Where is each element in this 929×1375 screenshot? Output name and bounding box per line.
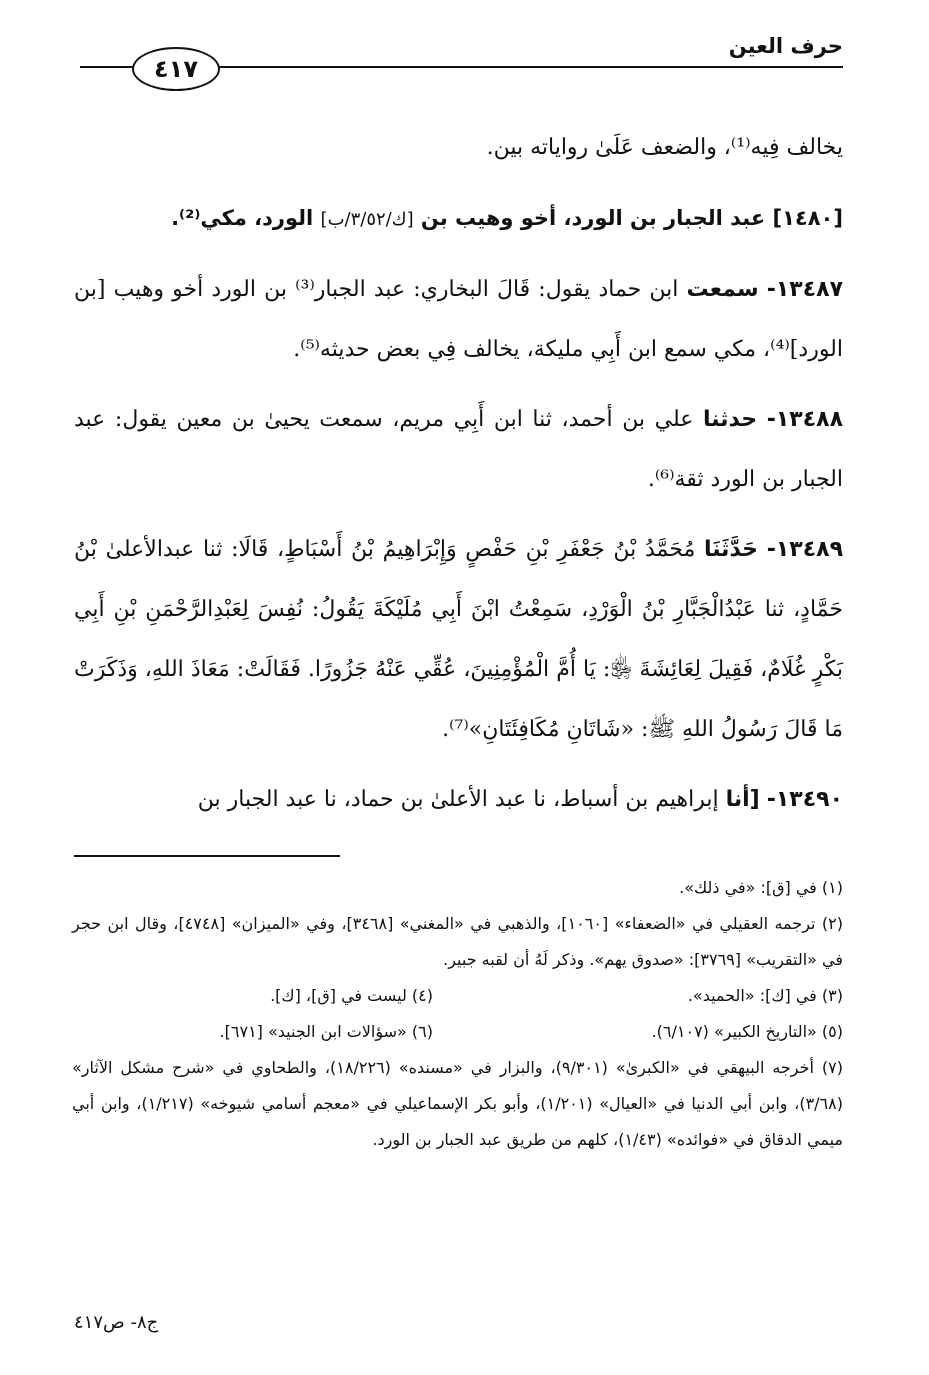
volume-page-reference: ج٨- ص٤١٧: [74, 1312, 159, 1333]
narration-text: علي بن أحمد، ثنا ابن أَبِي مريم، سمعت يحيىٰ بن معين يقول: عبد الجبار بن الورد ثقة⁽⁶⁾.: [74, 407, 843, 492]
narration-13487: [74, 260, 843, 380]
footnote-4: (٤) ليست في [ق]، [ك].: [270, 986, 433, 1005]
narration-keyword: حدثنا: [703, 407, 758, 432]
footnote-row: [72, 1014, 843, 1050]
chapter-title: حرف العين: [728, 34, 843, 58]
entry-heading: [74, 188, 843, 250]
narration-keyword: سمعت: [686, 277, 759, 302]
footnote-1: (١) في [ق]: «في ذلك».: [679, 878, 843, 897]
manuscript-ref: [ك/٣/٥٢/ب]: [320, 209, 414, 230]
footnotes: [72, 870, 843, 1158]
narration-text: مُحَمَّدُ بْنُ جَعْفَرِ بْنِ حَفْصٍ وَإِبْرَاهِيمُ بْنُ أَسْبَاطٍ، قَالَا: ثنا عبدالأعلىٰ بْنُ حَمَّادٍ، ثنا عَبْدُالْجَبَّارِ بْنُ الْوَرْدِ، سَمِعْتُ ابْنَ أَبِي مُلَيْكَةَ يَقُولُ: نُفِسَ لِعَبْدِالرَّحْمَنِ بْنِ أَبِي بَكْرٍ غُلَامٌ، فَقِيلَ لِعَائِشَةَ ﵂: يَا أُمَّ الْمُؤْمِنِينَ، عُقِّي عَنْهُ جَزُورًا. فَقَالَتْ: مَعَاذَ اللهِ، وَذَكَرَتْ مَا قَالَ رَسُولُ اللهِ ﷺ: «شَاتَانِ مُكَافِئَتَانِ»⁽⁷⁾.: [74, 537, 843, 742]
entry-number: [١٤٨٠]: [772, 206, 843, 230]
narration-number: ١٣٤٨٨-: [766, 407, 843, 432]
footnote-2: (٢) ترجمه العقيلي في «الضعفاء» [١٠٦٠]، والذهبي في «المغني» [٣٤٦٨]، وفي «الميزان» [٤٧٤٨]، وقال ابن حجر في «التقريب» [٣٧٦٩]: «صدوق يهم». وذكر لَهُ أن لقبه جبير.: [72, 914, 843, 969]
page-number-badge: ٤١٧: [132, 47, 220, 91]
footnote-3: (٣) في [ك]: «الحميد».: [687, 986, 843, 1005]
narration-number: ١٣٤٩٠-: [766, 787, 843, 812]
opening-line: يخالف فِيه⁽¹⁾، والضعف عَلَىٰ رواياته بين.: [486, 135, 843, 160]
footnote-rule: [74, 855, 340, 857]
narration-number: ١٣٤٨٧-: [766, 277, 843, 302]
main-text: [74, 118, 843, 830]
narration-13488: [74, 390, 843, 510]
footnote-row: [72, 978, 843, 1014]
footnote-7: (٧) أخرجه البيهقي في «الكبرىٰ» (٩/٣٠١)، والبزار في «مسنده» (١٨/٢٢٦)، والطحاوي في «شرح مشكل الآثار» (٣/٦٨)، وابن أبي الدنيا في «العيال» (١/٢٠١)، وأبو بكر الإسماعيلي في «معجم أسامي شيوخه» (١/٢١٧)، وابن أبي ميمي الدقاق في «فوائده» (١/٤٣)، كلهم من طريق عبد الجبار بن الورد.: [72, 1058, 843, 1149]
entry-name-end: الورد، مكي⁽²⁾.: [171, 206, 314, 230]
narration-number: ١٣٤٨٩-: [766, 537, 843, 562]
footnote-5: (٥) «التاريخ الكبير» (٦/١٠٧).: [651, 1022, 843, 1041]
narration-keyword: [أنا: [725, 787, 760, 812]
narration-13490: [74, 770, 843, 830]
footnote-6: (٦) «سؤالات ابن الجنيد» [٦٧١].: [219, 1022, 433, 1041]
narration-13489: [74, 520, 843, 760]
narration-keyword: حَدَّثَنَا: [703, 537, 759, 562]
narration-text: ابن حماد يقول: قَالَ البخاري: عبد الجبار⁽³⁾ بن الورد أخو وهيب [بن الورد]⁽⁴⁾، مكي سمع ابن أَبِي مليكة، يخالف فِي بعض حديثه⁽⁵⁾.: [74, 277, 843, 362]
narration-text: إبراهيم بن أسباط، نا عبد الأعلىٰ بن حماد، نا عبد الجبار بن: [197, 787, 719, 812]
entry-name: عبد الجبار بن الورد، أخو وهيب بن: [420, 206, 766, 230]
